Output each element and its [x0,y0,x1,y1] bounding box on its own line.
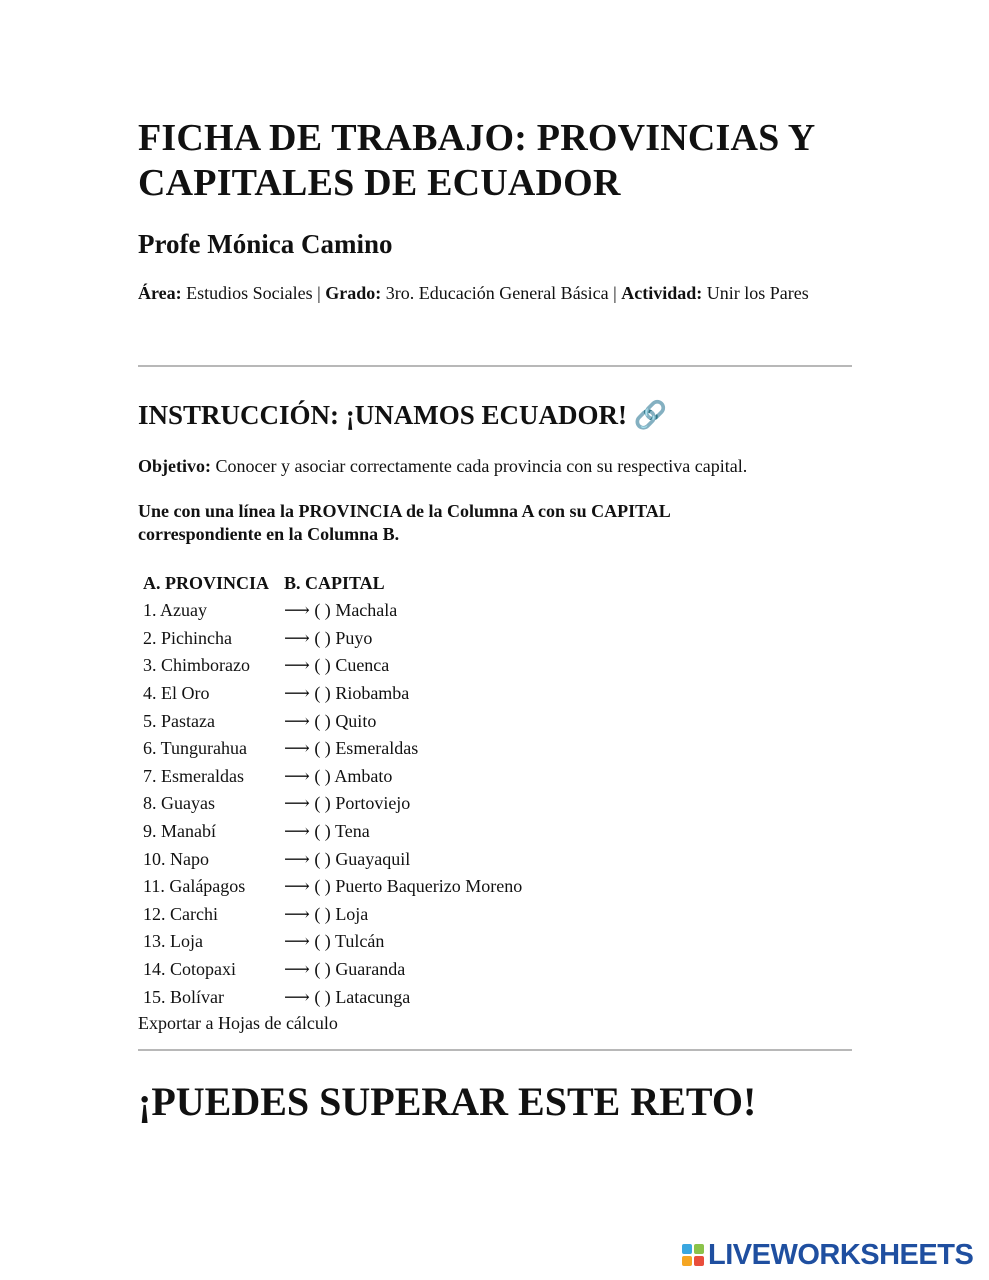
capital-name: Riobamba [335,683,410,704]
logo-square [682,1244,692,1254]
answer-blank[interactable]: ( ) [314,821,331,842]
province-cell: 5. Pastaza [143,710,215,731]
column-a-header: A. PROVINCIA [143,573,269,593]
table-row [140,983,525,1011]
logo-square [682,1256,692,1266]
province-cell: 15. Bolívar [143,986,224,1007]
province-cell: 4. El Oro [143,683,210,704]
directions: Une con una línea la PROVINCIA de la Columna A con su CAPITAL correspondiente en la Columna B. [138,501,670,544]
capital-cell [281,928,525,956]
liveworksheets-logo [682,1238,973,1272]
province-cell: 13. Loja [143,931,203,952]
meta-separator: | [317,283,321,303]
province-cell: 3. Chimborazo [143,655,250,676]
divider [138,1049,852,1051]
capital-name: Latacunga [335,986,411,1007]
area-label: Área: [138,283,182,303]
page-title: FICHA DE TRABAJO: PROVINCIAS Y CAPITALES DE ECUADOR [138,117,814,204]
table-row [140,790,525,818]
capital-name: Tena [335,821,370,842]
answer-blank[interactable]: ( ) [314,903,331,924]
answer-blank[interactable]: ( ) [314,655,331,676]
divider [138,365,852,367]
answer-blank[interactable]: ( ) [314,986,331,1007]
answer-blank[interactable]: ( ) [314,959,331,980]
answer-blank[interactable]: ( ) [314,848,331,869]
capital-name: Ambato [334,765,393,786]
arrow-icon: ⟶ [284,683,310,704]
arrow-icon: ⟶ [284,765,310,786]
province-cell: 9. Manabí [143,821,216,842]
capital-name: Cuenca [335,655,390,676]
capital-cell [281,901,525,929]
activity-value: Unir los Pares [706,283,809,303]
answer-blank[interactable]: ( ) [314,876,331,897]
matching-table [140,570,525,1011]
capital-name: Portoviejo [335,793,411,814]
table-row [140,956,525,984]
capital-cell [281,707,525,735]
province-cell: 8. Guayas [143,793,215,814]
arrow-icon: ⟶ [284,931,310,952]
arrow-icon: ⟶ [284,600,310,621]
activity-label: Actividad: [621,283,703,303]
challenge-heading: ¡PUEDES SUPERAR ESTE RETO! [138,1079,757,1124]
capital-name: Puerto Baquerizo Moreno [335,876,523,897]
table-row [140,818,525,846]
arrow-icon: ⟶ [284,959,310,980]
capital-cell [281,845,525,873]
province-cell: 1. Azuay [143,600,207,621]
area-value: Estudios Sociales [186,283,313,303]
capital-name: Machala [335,600,398,621]
capital-cell [281,625,525,653]
capital-cell [281,956,525,984]
arrow-icon: ⟶ [284,627,310,648]
grade-value: 3ro. Educación General Básica [385,283,609,303]
table-row [140,707,525,735]
province-cell: 14. Cotopaxi [143,959,236,980]
capital-cell [281,873,525,901]
capital-cell [281,652,525,680]
answer-blank[interactable]: ( ) [314,738,331,759]
table-row [140,680,525,708]
capital-cell [281,983,525,1011]
logo-icon [682,1244,704,1266]
instruction-heading: INSTRUCCIÓN: ¡UNAMOS ECUADOR! 🔗 [138,400,668,430]
arrow-icon: ⟶ [284,876,310,897]
capital-name: Puyo [335,627,373,648]
capital-cell [281,735,525,763]
table-row [140,928,525,956]
capital-cell [281,680,525,708]
arrow-icon: ⟶ [284,710,310,731]
province-cell: 6. Tungurahua [143,738,248,759]
answer-blank[interactable]: ( ) [314,710,331,731]
table-header-row [140,570,525,597]
answer-blank[interactable]: ( ) [314,765,331,786]
logo-text: LIVEWORKSHEETS [708,1238,974,1271]
objective-text: Conocer y asociar correctamente cada provincia con su respectiva capital. [215,456,748,476]
table-row [140,763,525,791]
table-row [140,597,525,625]
answer-blank[interactable]: ( ) [314,600,331,621]
province-cell: 11. Galápagos [143,876,246,897]
objective-label: Objetivo: [138,456,211,476]
table-row [140,901,525,929]
answer-blank[interactable]: ( ) [314,683,331,704]
capital-name: Quito [335,710,377,731]
answer-blank[interactable]: ( ) [314,627,331,648]
arrow-icon: ⟶ [284,848,310,869]
capital-cell [281,597,525,625]
answer-blank[interactable]: ( ) [314,931,331,952]
logo-square [694,1244,704,1254]
table-row [140,652,525,680]
province-cell: 7. Esmeraldas [143,765,244,786]
column-b-header: B. CAPITAL [284,573,385,593]
logo-square [694,1256,704,1266]
province-cell: 10. Napo [143,848,209,869]
capital-cell [281,790,525,818]
meta-separator: | [613,283,617,303]
objective [138,455,852,478]
capital-name: Tulcán [335,931,385,952]
capital-name: Esmeraldas [335,738,419,759]
author-heading: Profe Mónica Camino [138,229,393,259]
export-spreadsheet-link[interactable]: Exportar a Hojas de cálculo [138,1013,338,1033]
arrow-icon: ⟶ [284,986,310,1007]
province-cell: 12. Carchi [143,903,218,924]
table-row [140,735,525,763]
capital-name: Guayaquil [335,848,411,869]
arrow-icon: ⟶ [284,821,310,842]
table-row [140,845,525,873]
grade-label: Grado: [325,283,382,303]
table-row [140,873,525,901]
arrow-icon: ⟶ [284,655,310,676]
worksheet-meta [138,282,852,305]
arrow-icon: ⟶ [284,793,310,814]
capital-cell [281,763,525,791]
arrow-icon: ⟶ [284,903,310,924]
answer-blank[interactable]: ( ) [314,793,331,814]
capital-name: Guaranda [335,959,406,980]
capital-name: Loja [335,903,369,924]
province-cell: 2. Pichincha [143,627,232,648]
capital-cell [281,818,525,846]
table-row [140,625,525,653]
arrow-icon: ⟶ [284,738,310,759]
